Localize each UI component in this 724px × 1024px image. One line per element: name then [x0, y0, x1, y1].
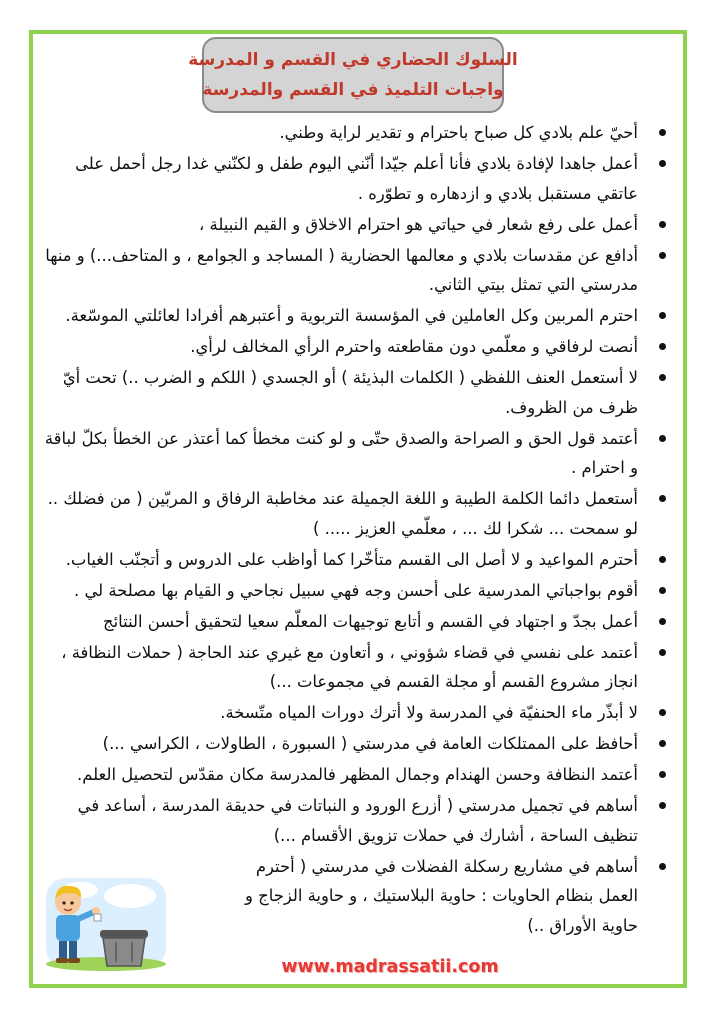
bullet-icon	[659, 129, 666, 136]
list-item	[38, 607, 670, 637]
bullet-icon	[659, 374, 666, 381]
paper-icon	[94, 914, 101, 921]
list-item	[38, 791, 670, 850]
bullet-icon	[659, 649, 666, 656]
list-item	[38, 149, 670, 208]
boy-shoe	[56, 958, 68, 963]
title-box	[188, 37, 518, 113]
list-item-text: أستعمل دائما الكلمة الطيبة و اللغة الجميلة عند مخاطبة الرفاق و المربّين ( من فضلك .. لو سمحت ... شكرا لك ... ، معلّمي العزيز ..... )	[47, 489, 638, 538]
boy-leg	[69, 941, 77, 959]
list-item-text: أعمل بجدّ و اجتهاد في القسم و أتابع توجيهات المعلّم سعيا لتحقيق أحسن النتائج	[103, 611, 638, 631]
bullet-icon	[659, 343, 666, 350]
list-item	[38, 301, 670, 331]
trash-bin-icon	[103, 938, 145, 966]
bullet-icon	[659, 495, 666, 502]
list-item	[38, 332, 670, 362]
bullet-icon	[659, 618, 666, 625]
bullet-icon	[659, 221, 666, 228]
bullet-icon	[659, 802, 666, 809]
trash-bin-lid	[100, 930, 148, 938]
bullet-icon	[659, 556, 666, 563]
website-footer: www.madrassatii.com	[281, 957, 499, 977]
list-item	[38, 760, 670, 790]
list-item-text: أعتمد النظافة وحسن الهندام وجمال المظهر فالمدرسة مكان مقدّس لتحصيل العلم.	[77, 765, 638, 785]
cloud-icon	[104, 884, 156, 908]
list-item-text: أدافع عن مقدسات بلادي و معالمها الحضارية ( المساجد و الجوامع ، و المتاحف...) و منها مدرستي التي تمثل بيتي الثاني.	[45, 245, 638, 295]
list-item-text: لا أستعمل العنف اللفظي ( الكلمات البذيئة ) أو الجسدي ( اللكم و الضرب ..) تحت أيّ ظرف من الظروف.	[62, 368, 638, 417]
list-item-text: أساهم في تجميل مدرستي ( أزرع الورود و النباتات في حديقة المدرسة ، أساعد في تنظيف الساحة ، أشارك في حملات تزويق الأقسام ...)	[77, 796, 638, 845]
boy-leg	[59, 941, 67, 959]
list-item	[38, 210, 670, 240]
bullet-icon	[659, 160, 666, 167]
page-title: السلوك الحضاري في القسم و المدرسة	[188, 50, 518, 70]
bullet-icon	[659, 709, 666, 716]
bullet-icon	[659, 312, 666, 319]
list-item	[38, 698, 670, 728]
list-item	[38, 118, 670, 148]
list-item-text: أعتمد قول الحق و الصراحة والصدق حتّى و لو كنت مخطأ كما أعتذر عن الخطأ بكلّ لباقة و احترام .	[44, 428, 638, 478]
list-item-text: أعمل جاهدا لإفادة بلادي فأنا أعلم جيّدا أنّني اليوم طفل و لكنّني غدا رجل أحمل على عاتقي مستقبل بلادي و ازدهاره و تطوّره .	[75, 153, 638, 203]
list-item	[38, 363, 670, 422]
bullet-icon	[659, 740, 666, 747]
list-item-text: احترم المربين وكل العاملين في المؤسسة التربوية و أعتبرهم أفرادا لعائلتي الموسّعة.	[65, 306, 638, 326]
bullet-icon	[659, 252, 666, 259]
boy-shoe	[68, 958, 80, 963]
list-item-text: أساهم في مشاريع رسكلة الفضلات في مدرستي ( أحترم العمل بنظام الحاويات : حاوية البلاستيك ، و حاوية الزجاج و حاوية الأوراق ..)	[245, 856, 638, 936]
list-item	[38, 424, 670, 483]
list-item-text: أقوم بواجباتي المدرسية على أحسن وجه فهي سبيل نجاحي و القيام بها مصلحة لي .	[74, 580, 638, 600]
list-item	[38, 638, 670, 697]
list-item-text: أحيّ علم بلادي كل صباح باحترام و تقدير لراية وطني.	[279, 123, 638, 142]
list-item-text: أعتمد على نفسي في قضاء شؤوني ، و أتعاون مع غيري عند الحاجة ( حملات النظافة ، انجاز مشروع القسم أو مجلة القسم في مجموعات ...)	[61, 642, 638, 692]
boy-eye	[70, 901, 73, 904]
list-item	[38, 484, 670, 543]
duties-list	[38, 118, 670, 942]
list-item-text: أعمل على رفع شعار في حياتي هو احترام الاخلاق و القيم النبيلة ،	[199, 214, 638, 234]
list-item-text: أنصت لرفاقي و معلّمي دون مقاطعته واحترم الرأي المخالف لرأي.	[190, 337, 638, 357]
list-item	[38, 729, 670, 759]
recycling-boy-illustration	[40, 872, 170, 972]
list-item-text: أحترم المواعيد و لا أصل الى القسم متأخّرا كما أواظب على الدروس و أتجنّب الغياب.	[65, 549, 638, 569]
page-subtitle: واجبات التلميذ في القسم والمدرسة	[202, 80, 504, 100]
boy-eye	[62, 901, 65, 904]
list-item	[38, 576, 670, 606]
list-item	[38, 545, 670, 575]
list-item-text: أحافظ على الممتلكات العامة في مدرستي ( السبورة ، الطاولات ، الكراسي ...)	[102, 734, 638, 754]
bullet-icon	[659, 771, 666, 778]
list-item	[38, 241, 670, 300]
list-item-text: لا أبذّر ماء الحنفيّة في المدرسة ولا أترك دورات المياه متّسخة.	[220, 703, 638, 723]
bullet-icon	[659, 435, 666, 442]
bullet-icon	[659, 863, 666, 870]
bullet-icon	[659, 587, 666, 594]
